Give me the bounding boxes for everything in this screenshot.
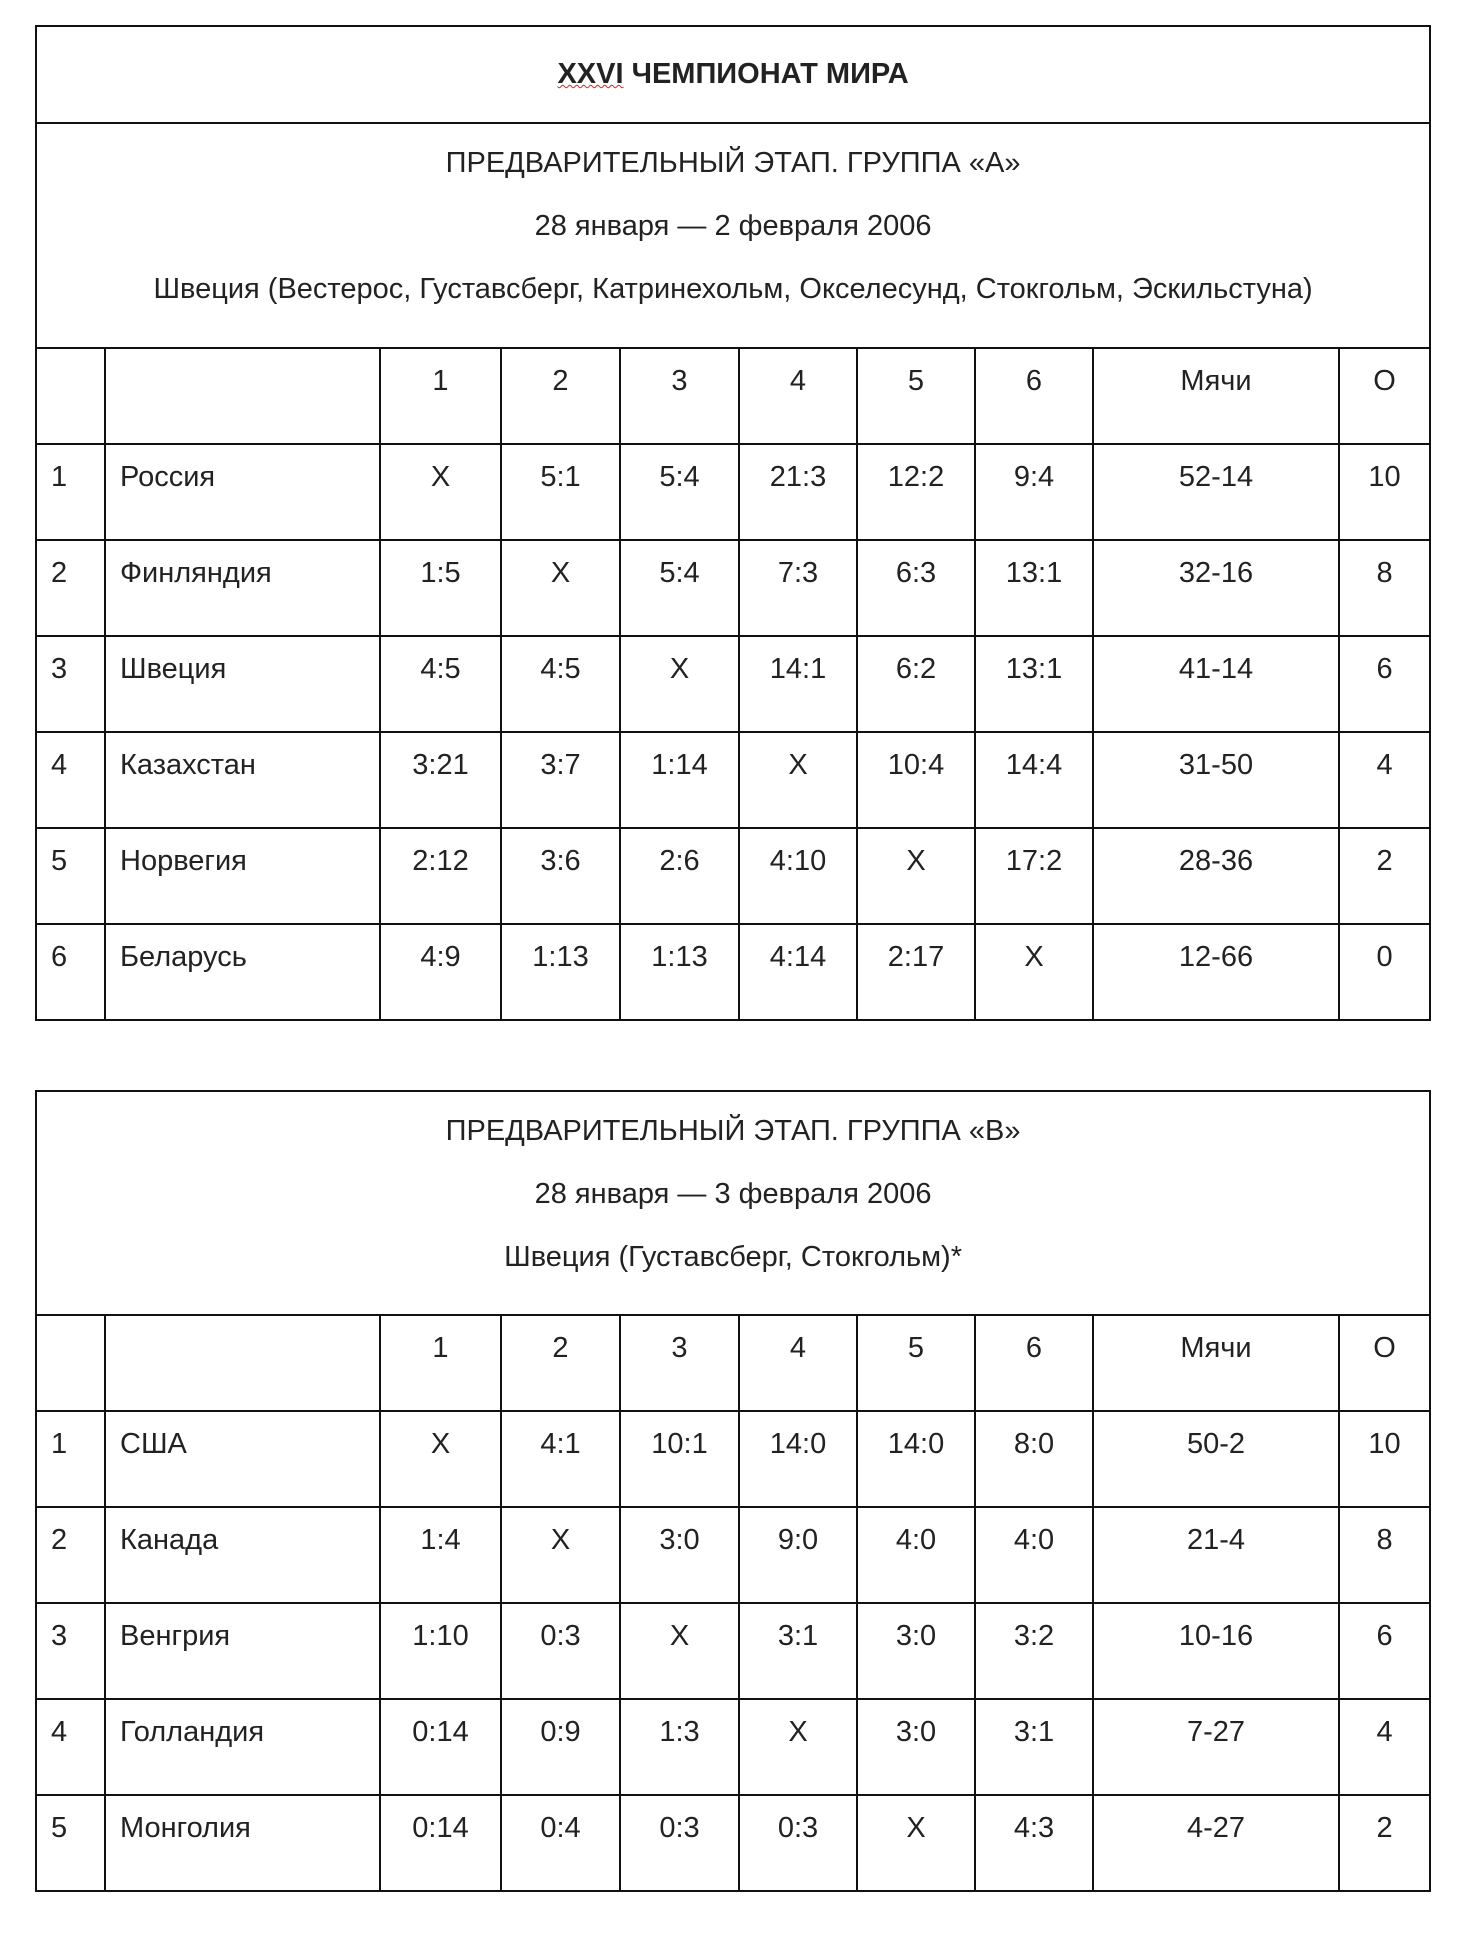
score-cell: 17:2 xyxy=(975,828,1093,924)
goals-cell: 21-4 xyxy=(1093,1507,1339,1603)
score-cell: X xyxy=(380,1411,501,1507)
score-cell: 1:10 xyxy=(380,1603,501,1699)
column-header: Мячи xyxy=(1093,348,1339,444)
championship-title xyxy=(36,26,1430,123)
rank-cell: 5 xyxy=(36,828,105,924)
score-cell: 0:3 xyxy=(501,1603,620,1699)
score-cell: 3:0 xyxy=(620,1507,739,1603)
score-cell: 3:0 xyxy=(857,1603,975,1699)
group-heading: ПРЕДВАРИТЕЛЬНЫЙ ЭТАП. ГРУППА «В» xyxy=(445,1115,1021,1147)
score-cell: 14:4 xyxy=(975,732,1093,828)
table-row xyxy=(36,1699,1430,1795)
team-name-cell: Швеция xyxy=(105,636,380,732)
score-cell: X xyxy=(380,444,501,540)
table-row xyxy=(36,732,1430,828)
score-cell: 4:5 xyxy=(380,636,501,732)
score-cell: X xyxy=(975,924,1093,1020)
rank-cell: 1 xyxy=(36,1411,105,1507)
team-name-cell: США xyxy=(105,1411,380,1507)
score-cell: 3:7 xyxy=(501,732,620,828)
score-cell: 0:4 xyxy=(501,1795,620,1891)
group-b-table xyxy=(35,1090,1431,1892)
rank-cell: 3 xyxy=(36,1603,105,1699)
score-cell: X xyxy=(739,732,857,828)
group-a-header xyxy=(36,123,1430,348)
score-cell: 5:4 xyxy=(620,540,739,636)
goals-cell: 50-2 xyxy=(1093,1411,1339,1507)
group-b-header xyxy=(36,1091,1430,1315)
column-header xyxy=(105,348,380,444)
column-header: 6 xyxy=(975,1315,1093,1411)
score-cell: 0:3 xyxy=(620,1795,739,1891)
column-header: 4 xyxy=(739,348,857,444)
score-cell: 5:4 xyxy=(620,444,739,540)
group-venue: Швеция (Густавсберг, Стокгольм)* xyxy=(504,1241,962,1273)
score-cell: 0:14 xyxy=(380,1795,501,1891)
score-cell: 2:17 xyxy=(857,924,975,1020)
column-header: О xyxy=(1339,1315,1430,1411)
score-cell: X xyxy=(739,1699,857,1795)
column-header: О xyxy=(1339,348,1430,444)
score-cell: X xyxy=(620,1603,739,1699)
rank-cell: 2 xyxy=(36,1507,105,1603)
rank-cell: 6 xyxy=(36,924,105,1020)
team-name-cell: Казахстан xyxy=(105,732,380,828)
goals-cell: 52-14 xyxy=(1093,444,1339,540)
table-row xyxy=(36,1795,1430,1891)
column-header: 2 xyxy=(501,348,620,444)
goals-cell: 32-16 xyxy=(1093,540,1339,636)
score-cell: 1:14 xyxy=(620,732,739,828)
score-cell: 5:1 xyxy=(501,444,620,540)
group-heading: ПРЕДВАРИТЕЛЬНЫЙ ЭТАП. ГРУППА «А» xyxy=(445,147,1021,179)
column-header: Мячи xyxy=(1093,1315,1339,1411)
score-cell: 6:2 xyxy=(857,636,975,732)
score-cell: 3:21 xyxy=(380,732,501,828)
score-cell: 14:0 xyxy=(739,1411,857,1507)
score-cell: 1:3 xyxy=(620,1699,739,1795)
rank-cell: 2 xyxy=(36,540,105,636)
points-cell: 2 xyxy=(1339,1795,1430,1891)
table-row xyxy=(36,1507,1430,1603)
score-cell: 3:2 xyxy=(975,1603,1093,1699)
team-name-cell: Россия xyxy=(105,444,380,540)
score-cell: 4:1 xyxy=(501,1411,620,1507)
title-numeral: XXVI xyxy=(557,58,624,90)
score-cell: 4:9 xyxy=(380,924,501,1020)
score-cell: 0:3 xyxy=(739,1795,857,1891)
column-header: 6 xyxy=(975,348,1093,444)
column-header: 5 xyxy=(857,348,975,444)
group-dates: 28 января — 2 февраля 2006 xyxy=(534,210,932,242)
points-cell: 10 xyxy=(1339,1411,1430,1507)
score-cell: 2:12 xyxy=(380,828,501,924)
column-header: 5 xyxy=(857,1315,975,1411)
score-cell: 10:4 xyxy=(857,732,975,828)
points-cell: 4 xyxy=(1339,1699,1430,1795)
points-cell: 2 xyxy=(1339,828,1430,924)
group-dates: 28 января — 3 февраля 2006 xyxy=(534,1178,932,1210)
rank-cell: 5 xyxy=(36,1795,105,1891)
rank-cell: 4 xyxy=(36,732,105,828)
team-name-cell: Венгрия xyxy=(105,1603,380,1699)
score-cell: 4:10 xyxy=(739,828,857,924)
score-cell: 1:4 xyxy=(380,1507,501,1603)
column-header xyxy=(36,348,105,444)
score-cell: 0:9 xyxy=(501,1699,620,1795)
table-row xyxy=(36,924,1430,1020)
column-header: 1 xyxy=(380,348,501,444)
score-cell: 9:0 xyxy=(739,1507,857,1603)
score-cell: 2:6 xyxy=(620,828,739,924)
goals-cell: 31-50 xyxy=(1093,732,1339,828)
table-row xyxy=(36,1411,1430,1507)
score-cell: 4:3 xyxy=(975,1795,1093,1891)
group-a-table xyxy=(35,25,1431,1021)
table-row xyxy=(36,540,1430,636)
group-venue: Швеция (Вестерос, Густавсберг, Катринехольм, Окселесунд, Стокгольм, Эскильстуна) xyxy=(153,273,1313,305)
goals-cell: 7-27 xyxy=(1093,1699,1339,1795)
column-header: 4 xyxy=(739,1315,857,1411)
score-cell: 14:1 xyxy=(739,636,857,732)
score-cell: 3:0 xyxy=(857,1699,975,1795)
score-cell: 1:5 xyxy=(380,540,501,636)
column-header-row xyxy=(36,348,1430,444)
table-row xyxy=(36,1603,1430,1699)
score-cell: 3:1 xyxy=(975,1699,1093,1795)
score-cell: 1:13 xyxy=(501,924,620,1020)
score-cell: 6:3 xyxy=(857,540,975,636)
score-cell: X xyxy=(501,1507,620,1603)
points-cell: 4 xyxy=(1339,732,1430,828)
points-cell: 6 xyxy=(1339,636,1430,732)
team-name-cell: Канада xyxy=(105,1507,380,1603)
table-row xyxy=(36,828,1430,924)
team-name-cell: Беларусь xyxy=(105,924,380,1020)
team-name-cell: Финляндия xyxy=(105,540,380,636)
column-header xyxy=(105,1315,380,1411)
score-cell: 4:5 xyxy=(501,636,620,732)
title-text: ЧЕМПИОНАТ МИРА xyxy=(623,58,909,90)
score-cell: X xyxy=(620,636,739,732)
column-header xyxy=(36,1315,105,1411)
score-cell: 3:6 xyxy=(501,828,620,924)
team-name-cell: Голландия xyxy=(105,1699,380,1795)
score-cell: 12:2 xyxy=(857,444,975,540)
team-name-cell: Норвегия xyxy=(105,828,380,924)
table-row xyxy=(36,636,1430,732)
score-cell: 4:0 xyxy=(857,1507,975,1603)
score-cell: 4:14 xyxy=(739,924,857,1020)
score-cell: 7:3 xyxy=(739,540,857,636)
column-header: 1 xyxy=(380,1315,501,1411)
column-header: 3 xyxy=(620,348,739,444)
score-cell: 4:0 xyxy=(975,1507,1093,1603)
goals-cell: 10-16 xyxy=(1093,1603,1339,1699)
rank-cell: 3 xyxy=(36,636,105,732)
points-cell: 8 xyxy=(1339,1507,1430,1603)
points-cell: 8 xyxy=(1339,540,1430,636)
score-cell: 9:4 xyxy=(975,444,1093,540)
points-cell: 10 xyxy=(1339,444,1430,540)
rank-cell: 1 xyxy=(36,444,105,540)
goals-cell: 28-36 xyxy=(1093,828,1339,924)
goals-cell: 4-27 xyxy=(1093,1795,1339,1891)
points-cell: 6 xyxy=(1339,1603,1430,1699)
score-cell: 14:0 xyxy=(857,1411,975,1507)
rank-cell: 4 xyxy=(36,1699,105,1795)
table-row xyxy=(36,444,1430,540)
score-cell: 10:1 xyxy=(620,1411,739,1507)
column-header: 3 xyxy=(620,1315,739,1411)
goals-cell: 41-14 xyxy=(1093,636,1339,732)
score-cell: 13:1 xyxy=(975,636,1093,732)
score-cell: 21:3 xyxy=(739,444,857,540)
column-header: 2 xyxy=(501,1315,620,1411)
score-cell: 3:1 xyxy=(739,1603,857,1699)
score-cell: 0:14 xyxy=(380,1699,501,1795)
column-header-row xyxy=(36,1315,1430,1411)
points-cell: 0 xyxy=(1339,924,1430,1020)
score-cell: 13:1 xyxy=(975,540,1093,636)
goals-cell: 12-66 xyxy=(1093,924,1339,1020)
score-cell: X xyxy=(501,540,620,636)
score-cell: 8:0 xyxy=(975,1411,1093,1507)
team-name-cell: Монголия xyxy=(105,1795,380,1891)
score-cell: X xyxy=(857,1795,975,1891)
score-cell: 1:13 xyxy=(620,924,739,1020)
score-cell: X xyxy=(857,828,975,924)
